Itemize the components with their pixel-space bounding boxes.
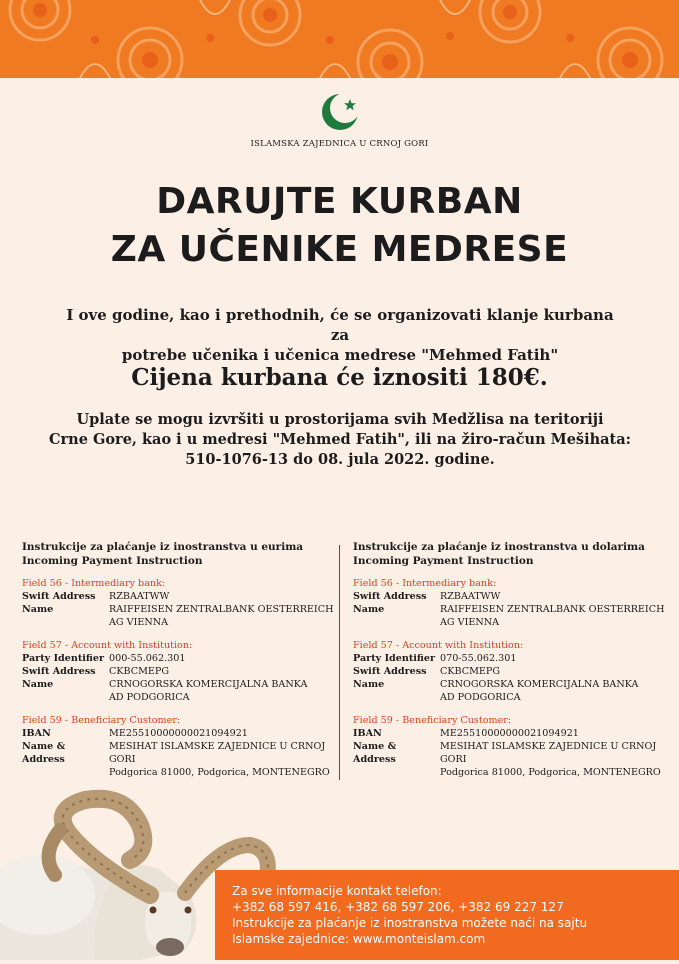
instructions-title-line-1: Instrukcije za plaćanje iz inostranstva u dolarima	[353, 541, 645, 553]
row-value: CRNOGORSKA KOMERCIJALNA BANKA AD PODGORICA	[440, 679, 639, 703]
row-value: RAIFFEISEN ZENTRALBANK OESTERREICH AG VIENNA	[109, 604, 334, 628]
instructions-title	[353, 540, 668, 568]
info-row	[22, 590, 337, 603]
field-56-section	[22, 577, 337, 629]
intro-text	[60, 305, 620, 365]
section-title: Field 56 - Intermediary bank:	[22, 578, 166, 589]
row-key: Swift Address	[22, 666, 96, 677]
row-value: CRNOGORSKA KOMERCIJALNA BANKA AD PODGORICA	[109, 679, 308, 703]
row-value: RAIFFEISEN ZENTRALBANK OESTERREICH AG VIENNA	[440, 604, 665, 628]
contact-info	[232, 883, 672, 947]
instructions-title-line-2: Incoming Payment Instruction	[353, 555, 534, 567]
row-value: CKBCMEPG	[440, 666, 501, 677]
payment-instructions-usd	[353, 540, 668, 789]
details-line-3: 510-1076-13 do 08. jula 2022. godine.	[185, 451, 495, 468]
contact-phones: +382 68 597 416, +382 68 597 206, +382 69 227 127	[232, 900, 564, 914]
row-value: RZBAATWW	[109, 591, 170, 602]
crescent-star-icon	[320, 92, 360, 132]
instructions-title-line-2: Incoming Payment Instruction	[22, 555, 203, 567]
row-value: ME25510000000021094921	[109, 728, 248, 739]
row-value: ME25510000000021094921	[440, 728, 579, 739]
contact-line-1: Za sve informacije kontakt telefon:	[232, 884, 442, 898]
row-key: Party Identifier	[22, 653, 105, 664]
row-key: Name & Address	[22, 741, 66, 765]
row-key: IBAN	[353, 728, 382, 739]
info-row	[353, 590, 668, 603]
row-key: Name	[22, 604, 54, 615]
info-row	[353, 603, 668, 629]
info-row	[353, 740, 668, 779]
field-57-section	[22, 639, 337, 704]
contact-website[interactable]: Islamske zajednice: www.monteislam.com	[232, 932, 486, 946]
row-value: 070-55.062.301	[440, 653, 517, 664]
info-row	[353, 652, 668, 665]
organization-logo	[0, 92, 679, 136]
contact-line-3: Instrukcije za plaćanje iz inostranstva možete naći na sajtu	[232, 916, 588, 930]
row-key: Party Identifier	[353, 653, 436, 664]
payment-details	[40, 410, 640, 470]
row-value: MESIHAT ISLAMSKE ZAJEDNICE U CRNOJ GORI Podgorica 81000, Podgorica, MONTENEGRO	[109, 741, 330, 778]
info-row	[353, 678, 668, 704]
organization-name: ISLAMSKA ZAJEDNICA U CRNOJ GORI	[250, 139, 429, 149]
info-row	[22, 603, 337, 629]
section-title: Field 57 - Account with Institution:	[353, 640, 524, 651]
info-row	[22, 665, 337, 678]
section-title: Field 59 - Beneficiary Customer:	[353, 715, 512, 726]
price-statement: Cijena kurbana će iznositi 180€.	[131, 364, 548, 391]
section-title: Field 59 - Beneficiary Customer:	[22, 715, 181, 726]
row-value: RZBAATWW	[440, 591, 501, 602]
row-value: MESIHAT ISLAMSKE ZAJEDNICE U CRNOJ GORI Podgorica 81000, Podgorica, MONTENEGRO	[440, 741, 661, 778]
section-title: Field 57 - Account with Institution:	[22, 640, 193, 651]
row-key: Swift Address	[22, 591, 96, 602]
row-key: IBAN	[22, 728, 51, 739]
info-row	[22, 652, 337, 665]
instructions-title	[22, 540, 337, 568]
payment-instructions-eur	[22, 540, 337, 789]
row-key: Swift Address	[353, 666, 427, 677]
info-row	[353, 727, 668, 740]
row-value: CKBCMEPG	[109, 666, 170, 677]
details-line-1: Uplate se mogu izvršiti u prostorijama svih Medžlisa na teritoriji	[76, 411, 604, 428]
row-value: 000-55.062.301	[109, 653, 186, 664]
row-key: Name	[22, 679, 54, 690]
field-59-section	[22, 714, 337, 779]
intro-line-2: potrebe učenika i učenica medrese "Mehmed Fatih"	[121, 346, 559, 364]
instructions-title-line-1: Instrukcije za plaćanje iz inostranstva u eurima	[22, 541, 304, 553]
row-key: Name	[353, 679, 385, 690]
info-row	[353, 665, 668, 678]
section-title: Field 56 - Intermediary bank:	[353, 578, 497, 589]
decorative-pattern-band	[0, 0, 679, 78]
headline	[0, 178, 679, 274]
column-divider	[339, 545, 340, 780]
row-key: Name & Address	[353, 741, 397, 765]
headline-line-1: DARUJTE KURBAN	[156, 181, 523, 222]
field-57-section	[353, 639, 668, 704]
intro-line-1: I ove godine, kao i prethodnih, će se organizovati klanje kurbana za	[66, 306, 614, 344]
row-key: Name	[353, 604, 385, 615]
field-56-section	[353, 577, 668, 629]
details-line-2: Crne Gore, kao i u medresi "Mehmed Fatih", ili na žiro-račun Mešihata:	[49, 431, 631, 448]
headline-line-2: ZA UČENIKE MEDRESE	[110, 229, 569, 270]
row-key: Swift Address	[353, 591, 427, 602]
info-row	[22, 727, 337, 740]
info-row	[22, 740, 337, 779]
field-59-section	[353, 714, 668, 779]
info-row	[22, 678, 337, 704]
